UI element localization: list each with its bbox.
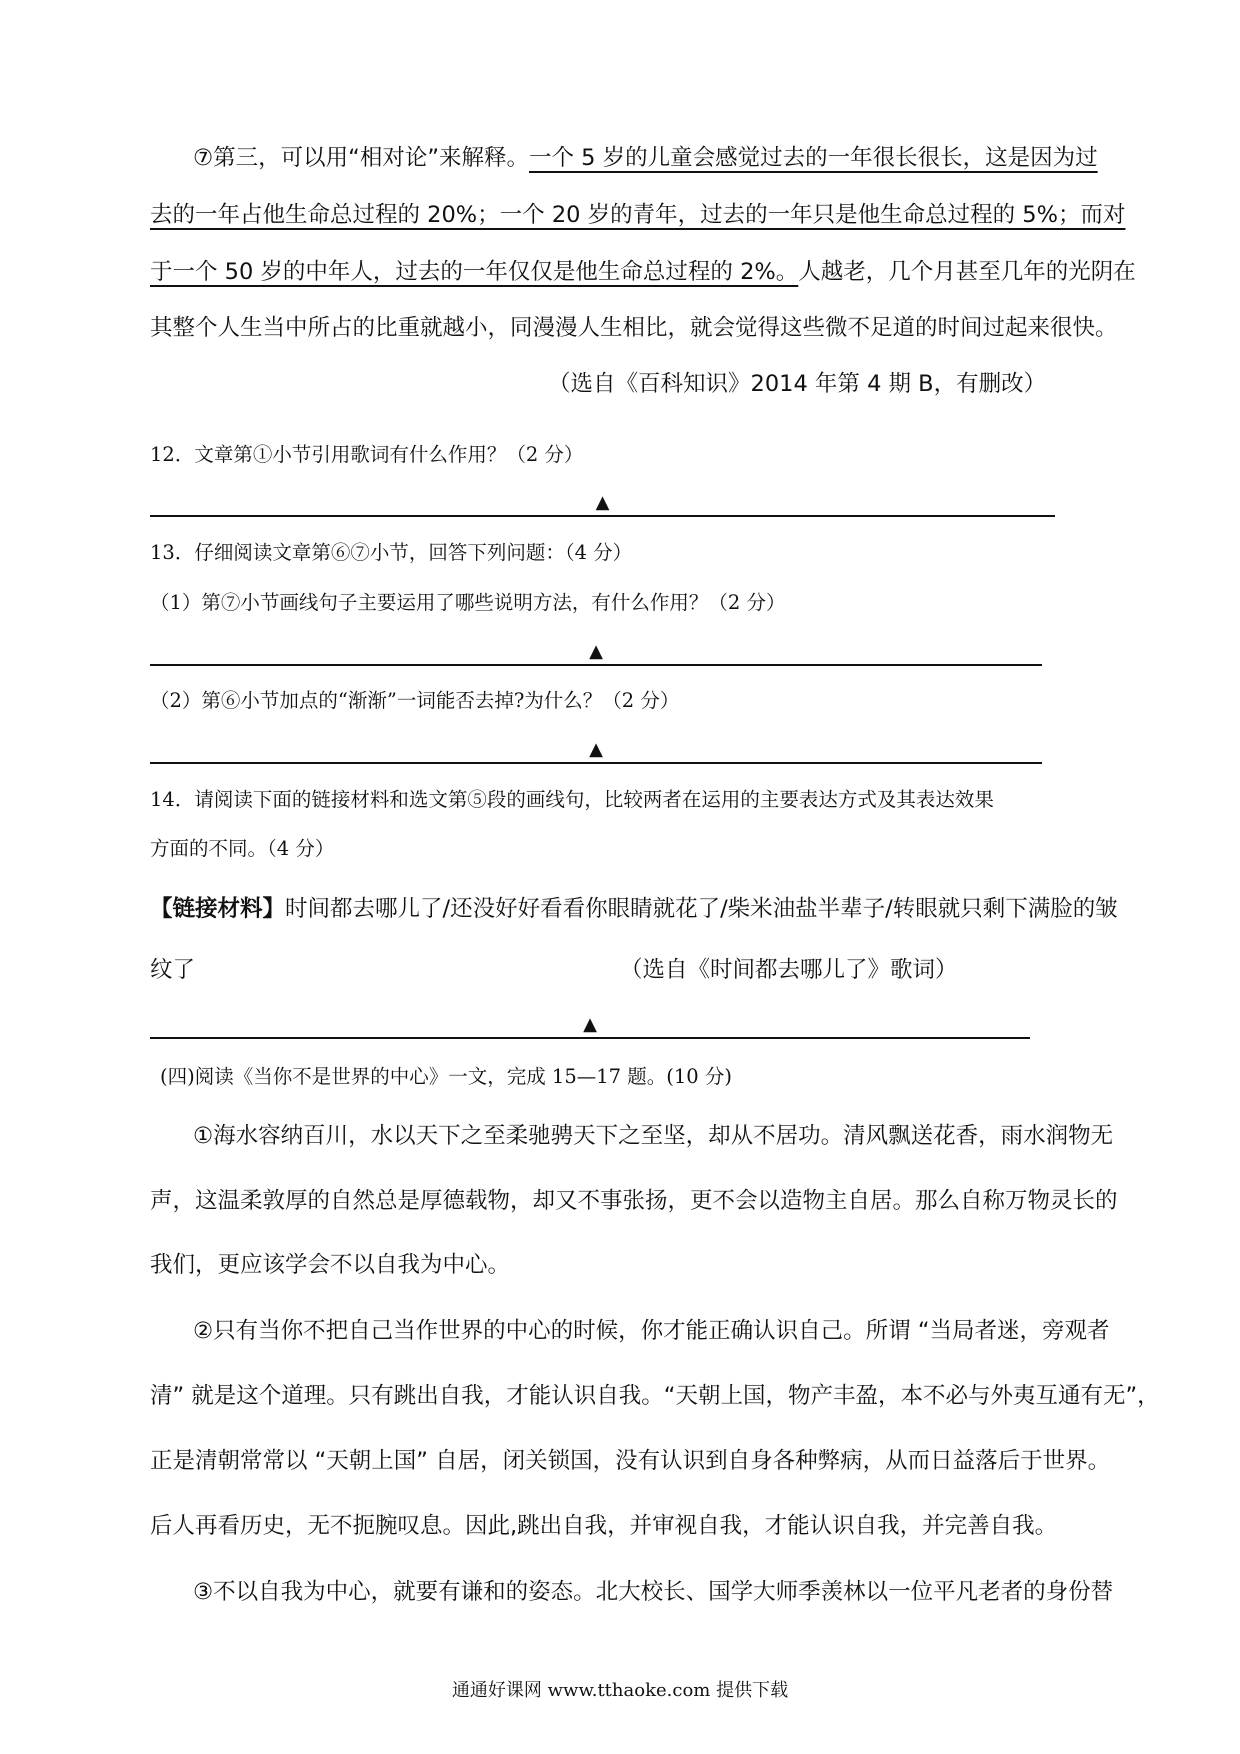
- para7-source: （选自《百科知识》2014 年第 4 期 B，有删改）: [548, 371, 1047, 397]
- question-14-line1: 14．请阅读下面的链接材料和选文第⑤段的画线句，比较两者在运用的主要表达方式及其表达效果: [150, 788, 994, 811]
- triangle-icon: ▲: [583, 1014, 597, 1035]
- p2-line4: 后人再看历史，无不扼腕叹息。因此,跳出自我，并审视自我，才能认识自我，并完善自我。: [150, 1513, 1058, 1539]
- question-12: 12．文章第①小节引用歌词有什么作用？（2 分）: [150, 443, 584, 466]
- p2-line2: 清” 就是这个道理。只有跳出自我，才能认识自我。“天朝上国，物产丰盈，本不必与外夷互通有无”，: [150, 1383, 1160, 1409]
- question-13-1: （1）第⑦小节画线句子主要运用了哪些说明方法，有什么作用？（2 分）: [150, 591, 786, 614]
- para7-underlined-sentence: 一个 5 岁的儿童会感觉过去的一年很长很长，这是因为过: [529, 145, 1098, 171]
- question-13-2: （2）第⑥小节加点的“渐渐”一词能否去掉?为什么？（2 分）: [150, 689, 680, 712]
- section-4-heading: (四)阅读《当你不是世界的中心》一文，完成 15—17 题。(10 分): [160, 1065, 732, 1088]
- link-material-line2: 纹了: [150, 957, 196, 983]
- p2-line3: 正是清朝常常以 “天朝上国” 自居，闭关锁国，没有认识到自身各种弊病，从而日益落后于世界。: [150, 1448, 1111, 1474]
- p1-line3: 我们，更应该学会不以自我为中心。: [150, 1252, 511, 1278]
- para7-underlined-sentence-cont: 去的一年占他生命总过程的 20%；一个 20 岁的青年，过去的一年只是他生命总过程的 5%；而对: [150, 202, 1126, 228]
- link-material-label: 【链接材料】: [150, 896, 286, 922]
- page-footer: 通通好课网 www.tthaoke.com 提供下载: [451, 1680, 789, 1701]
- para7-line1: [193, 143, 1105, 173]
- triangle-icon: ▲: [589, 739, 603, 760]
- para7-line4: 其整个人生当中所占的比重就越小，同漫漫人生相比，就会觉得这些微不足道的时间过起来很快。: [150, 315, 1118, 341]
- para7-line1-text: ⑦第三，可以用“相对论”来解释。: [193, 145, 529, 171]
- answer-line-14[interactable]: [150, 999, 1030, 1039]
- p2-line1: ②只有当你不把自己当作世界的中心的时候，你才能正确认识自己。所谓 “当局者迷，旁观者: [193, 1318, 1110, 1344]
- triangle-icon: ▲: [595, 492, 610, 513]
- para7-line3: [150, 257, 1136, 287]
- link-material-text: 时间都去哪儿了/还没好好看看你眼睛就花了/柴米油盐半辈子/转眼就只剩下满脸的皱: [285, 896, 1118, 922]
- answer-line-13-2[interactable]: [150, 724, 1042, 764]
- question-13: 13．仔细阅读文章第⑥⑦小节，回答下列问题：（4 分）: [150, 541, 633, 564]
- answer-line-13-1[interactable]: [150, 626, 1042, 666]
- para7-line2: [150, 200, 1126, 230]
- para7-underlined-sentence-end: 于一个 50 岁的中年人，过去的一年仅仅是他生命总过程的 2%。: [150, 259, 799, 285]
- p3-line1: ③不以自我为中心，就要有谦和的姿态。北大校长、国学大师季羡林以一位平凡老者的身份替: [193, 1579, 1114, 1605]
- link-material-source: （选自《时间都去哪儿了》歌词）: [620, 957, 958, 983]
- para7-line3-text: 人越老，几个月甚至几年的光阴在: [798, 259, 1136, 285]
- question-14-line2: 方面的不同。（4 分）: [150, 837, 335, 860]
- p1-line1: ①海水容纳百川，水以天下之至柔驰骋天下之至坚，却从不居功。清风飘送花香，雨水润物无: [193, 1123, 1114, 1149]
- triangle-icon: ▲: [589, 641, 603, 662]
- p1-line2: 声，这温柔敦厚的自然总是厚德载物，却又不事张扬，更不会以造物主自居。那么自称万物灵长的: [150, 1188, 1118, 1214]
- link-material-line1: [150, 894, 1118, 924]
- answer-line-12[interactable]: [150, 477, 1055, 517]
